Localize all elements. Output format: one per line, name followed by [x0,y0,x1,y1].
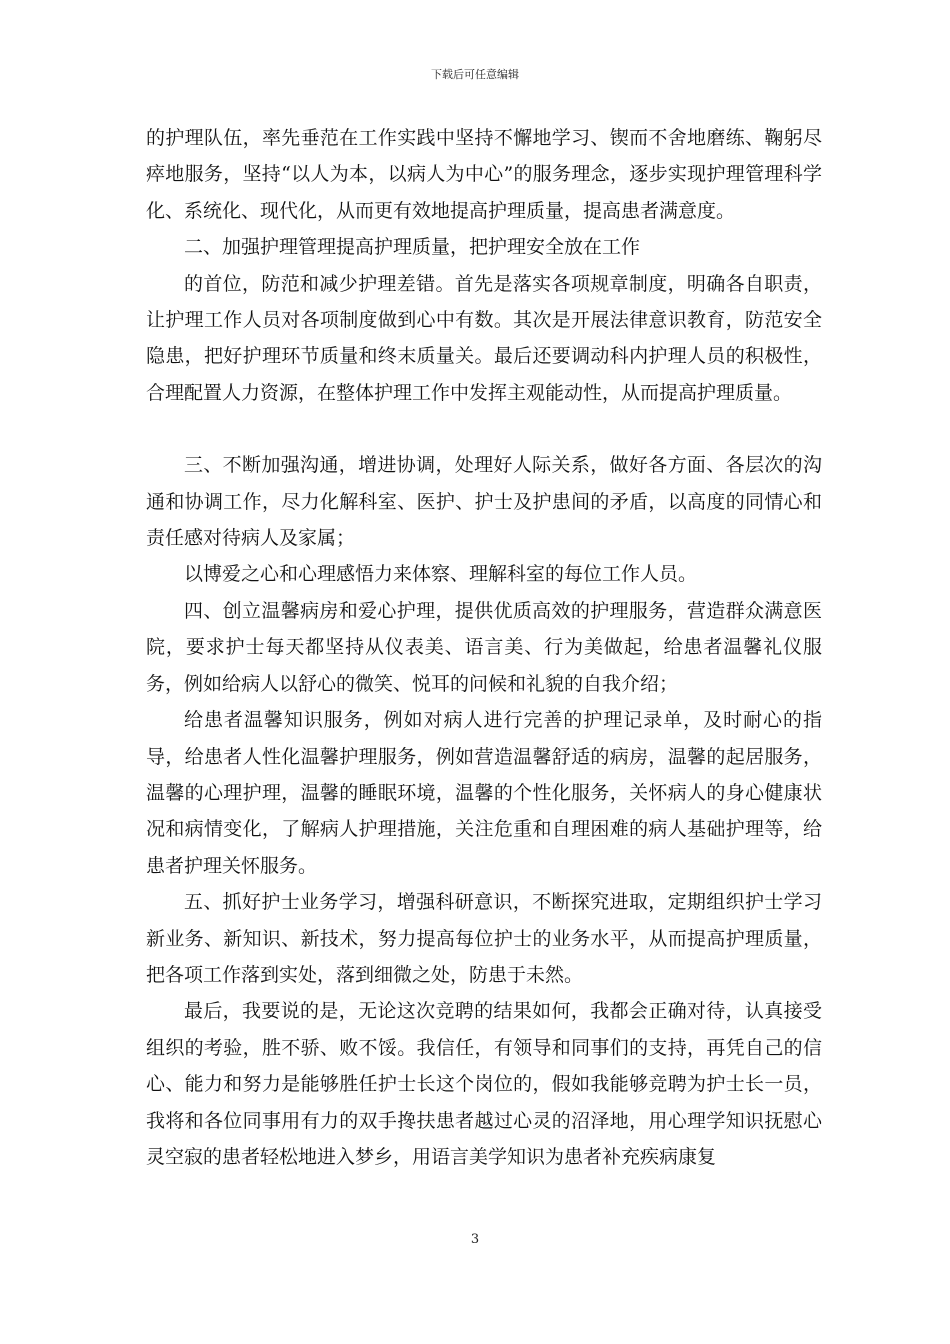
paragraph-section-4: 四、创立温馨病房和爱心护理，提供优质高效的护理服务，营造群众满意医院，要求护士每天都坚持从仪表美、语言美、行为美做起，给患者温馨礼仪服务，例如给病人以舒心的微笑、悦耳的问候和礼貌的自我介绍； [146,599,822,695]
paragraph-gap [146,411,822,447]
paragraph-section-3-cont: 以博爱之心和心理感悟力来体察、理解科室的每位工作人员。 [184,563,698,586]
page-header: 下载后可任意编辑 [431,68,519,81]
paragraph-section-4-cont: 给患者温馨知识服务，例如对病人进行完善的护理记录单，及时耐心的指导，给患者人性化温馨护理服务，例如营造温馨舒适的病房，温馨的起居服务，温馨的心理护理，温馨的睡眠环境，温馨的个性化服务，关怀病人的身心健康状况和病情变化，了解病人护理措施，关注危重和自理困难的病人基础护理等，给患者护理关怀服务。 [146,709,822,877]
paragraph-section-3: 三、不断加强沟通，增进协调，处理好人际关系，做好各方面、各层次的沟通和协调工作，尽力化解科室、医护、护士及护患间的矛盾，以高度的同情心和责任感对待病人及家属； [146,454,822,550]
section-heading-2: 二、加强护理管理提高护理质量，把护理安全放在工作 [184,236,641,259]
paragraph-section-5: 五、抓好护士业务学习，增强科研意识，不断探究进取，定期组织护士学习新业务、新知识、新技术，努力提高每位护士的业务水平，从而提高护理质量，把各项工作落到实处，落到细微之处，防患于未然。 [146,891,822,986]
paragraph-closing: 最后，我要说的是，无论这次竞聘的结果如何，我都会正确对待，认真接受组织的考验，胜不骄、败不馁。我信任，有领导和同事们的支持，再凭自己的信心、能力和努力是能够胜任护士长这个岗位的，假如我能够竞聘为护士长一员，我将和各位同事用有力的双手搀扶患者越过心灵的沼泽地，用心理学知识抚慰心灵空寂的患者轻松地进入梦乡，用语言美学知识为患者补充疾病康复 [146,1000,822,1168]
page-number: 3 [470,1232,480,1247]
document-body [146,120,822,1175]
paragraph-continuation: 的护理队伍，率先垂范在工作实践中坚持不懈地学习、锲而不舍地磨练、鞠躬尽瘁地服务，坚持“以人为本，以病人为中心”的服务理念，逐步实现护理管理科学化、系统化、现代化，从而更有效地提高护理质量，提高患者满意度。 [146,127,822,222]
paragraph-section-2: 的首位，防范和减少护理差错。首先是落实各项规章制度，明确各自职责，让护理工作人员对各项制度做到心中有数。其次是开展法律意识教育，防范安全隐患，把好护理环节质量和终末质量关。最后还要调动科内护理人员的积极性，合理配置人力资源，在整体护理工作中发挥主观能动性，从而提高护理质量。 [146,272,822,404]
